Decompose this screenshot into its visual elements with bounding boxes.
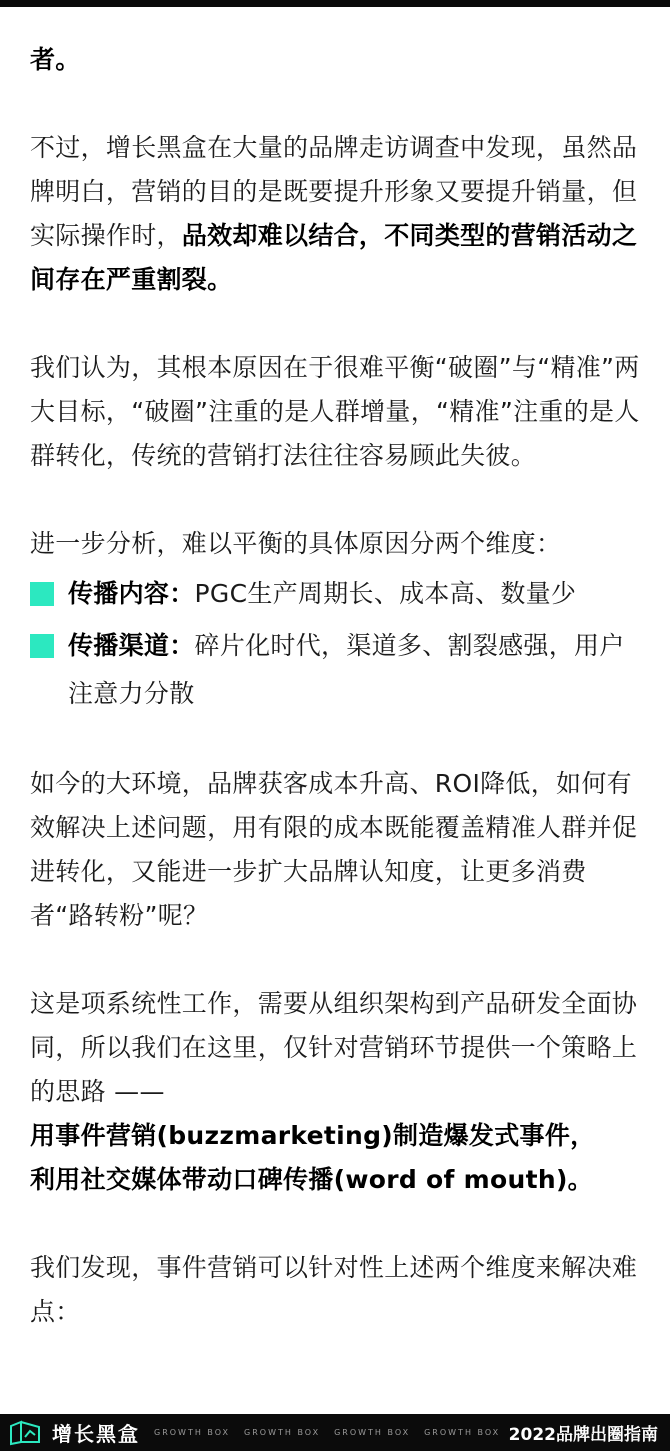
square-bullet-icon	[30, 634, 54, 658]
paragraph-4: 如今的大环境，品牌获客成本升高、ROI降低，如何有效解决上述问题，用有限的成本既能覆盖精准人群并促进转化，又能进一步扩大品牌认知度，让更多消费者“路转粉”呢？	[30, 769, 638, 930]
paragraph-6: 我们发现，事件营销可以针对性上述两个维度来解决难点：	[30, 1253, 638, 1326]
tagline: GROWTH BOX	[424, 1428, 501, 1437]
tagline: GROWTH BOX	[154, 1428, 231, 1437]
intro-end: 者。	[30, 45, 81, 74]
paragraph-5-bold-2: 利用社交媒体带动口碑传播(word of mouth)。	[30, 1165, 593, 1194]
bullet-label: 传播内容：	[68, 579, 195, 608]
top-bar	[0, 0, 670, 7]
brand-name: 增长黑盒	[52, 1422, 140, 1446]
bullet-item	[30, 622, 642, 718]
bullet-text: PGC生产周期长、成本高、数量少	[194, 579, 577, 608]
paragraph-1-text: 不过，增长黑盒在大量的品牌走访调查中发现，虽然品牌明白，营销的目的是既要提升形象又要提升销量，但实际操作时，	[30, 133, 638, 250]
paragraph-3: 进一步分析，难以平衡的具体原因分两个维度：	[30, 529, 562, 558]
bullet-text: 碎片化时代，渠道多、割裂感强，用户注意力分散	[68, 631, 625, 708]
bullet-item	[30, 570, 642, 618]
guide-title: 2022品牌出圈指南	[508, 1425, 658, 1445]
paragraph-5: 这是项系统性工作，需要从组织架构到产品研发全面协同，所以我们在这里，仅针对营销环节提供一个策略上的思路 ——	[30, 989, 638, 1106]
bullet-label: 传播渠道：	[68, 631, 195, 660]
growth-box-logo-icon	[8, 1420, 42, 1446]
tagline: GROWTH BOX	[244, 1428, 321, 1437]
paragraph-2: 我们认为，其根本原因在于很难平衡“破圈”与“精准”两大目标，“破圈”注重的是人群增量，“精准”注重的是人群转化，传统的营销打法往往容易顾此失彼。	[30, 353, 640, 470]
tagline: GROWTH BOX	[334, 1428, 411, 1437]
paragraph-1	[30, 126, 642, 302]
footer-bar	[0, 1414, 670, 1451]
article-body	[30, 38, 642, 1334]
square-bullet-icon	[30, 582, 54, 606]
paragraph-1-bold: 品效却难以结合，不同类型的营销活动之间存在严重割裂。	[30, 221, 638, 294]
paragraph-5-bold-1: 用事件营销(buzzmarketing)制造爆发式事件，	[30, 1121, 596, 1150]
